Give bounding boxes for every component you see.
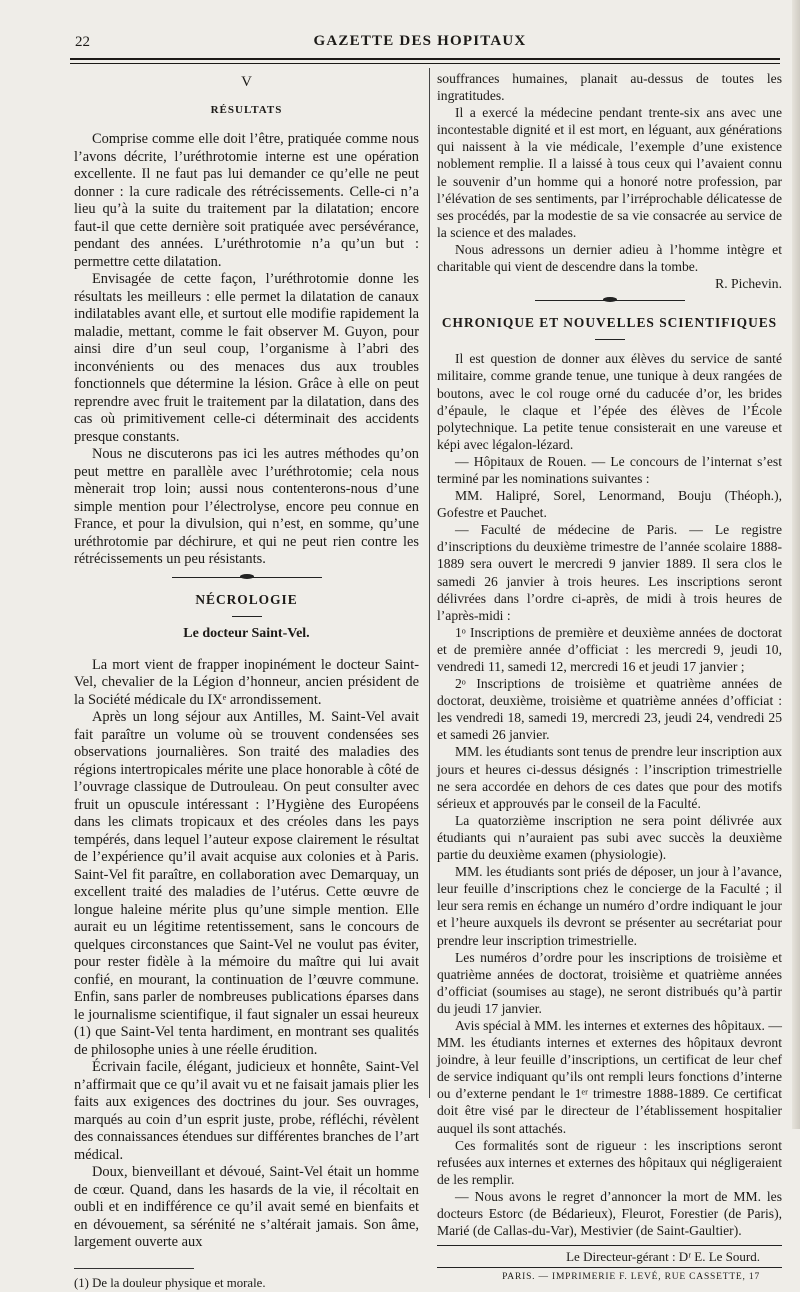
chronique-paragraph: MM. les étudiants sont priés de déposer, un jour à l’avance, leur feuille d’inscriptions chez le concierge de la Faculté ; il leur sera remis en échange un numéro d’ordre indiquant le jour et l’heure auxquels ils devront se présenter au secrétariat pour prendre leur inscription trimestrielle. (437, 863, 782, 948)
resultats-paragraph: Envisagée de cette façon, l’uréthrotomie donne les résultats les meilleurs : elle permet la dilatation de canaux indilatables avant elle, et surtout elle modifie rapidement la maladie, mettant, comme le fait observer M. Guyon, pour ainsi dire d’un seul coup, l’organisme à l’abri des inconvénients ou des menaces dus aux troubles fonctionnels que détermine la lésion. Grâce à elle on peut reprendre avec fruit le traitement par la dilatation, dans des cas où primitivement celle-ci déterminait des accidents presque constants. (74, 271, 419, 446)
necrologie-subtitle: Le docteur Saint-Vel. (74, 625, 419, 643)
necrologie-paragraph: La mort vient de frapper inopinément le docteur Saint-Vel, chevalier de la Légion d’honneur, ancien président de la Société médicale du IXᵉ arrondissement. (74, 657, 419, 710)
necrologie-title: NÉCROLOGIE (74, 591, 419, 609)
section-number: V (74, 74, 419, 92)
page-number: 22 (75, 34, 90, 51)
chronique-paragraph: — Nous avons le regret d’annoncer la mort de MM. les docteurs Estorc (de Bédarieux), Fleurot, Forestier (de Paris), Marié (de Callas-du-Var), Mestivier (de Saint-Gaultier). (437, 1188, 782, 1239)
chronique-paragraph: La quatorzième inscription ne sera point délivrée aux étudiants qui n’auraient pas subi avec succès la deuxième partie du deuxième examen (physiologie). (437, 812, 782, 863)
signature: R. Pichevin. (437, 275, 782, 292)
obituary-continuation: souffrances humaines, planait au-dessus de toutes les ingratitudes. (437, 70, 782, 104)
director-line: Le Directeur-gérant : Dʳ E. Le Sourd. (437, 1248, 782, 1265)
column-divider (429, 68, 430, 1098)
chronique-paragraph: — Hôpitaux de Rouen. — Le concours de l’internat s’est terminé par les nominations suivantes : (437, 453, 782, 487)
imprint-rule (437, 1267, 782, 1268)
page-edge (792, 0, 800, 1129)
header-rule-thin (70, 63, 780, 64)
necrologie-paragraph: Après un long séjour aux Antilles, M. Saint-Vel avait fait paraître un volume où se trouvent condensées ses observations journalières. Son traité des maladies des régions intertropicales mérite une place honorable à côté de l’ouvrage classique de Dutrouleau. On peut consulter avec fruit un opuscule intéressant : l’Hygiène des Européens dans les climats tropicaux et des créoles dans les pays tempérés, dans lequel l’auteur expose clairement le résultat de l’expérience qu’il avait acquise aux colonies et à Paris. Saint-Vel fit paraître, en collaboration avec Demarquay, un excellent traité des maladies de l’utérus. Cette œuvre de longue haleine mérite plus qu’une simple mention. Elle aurait eu un légitime retentissement, sans le concours de quelques circonstances que Saint-Vel ne voulut pas éviter, pour rester fidèle à la mémoire du maître qui lui avait confié, en mourant, la continuation de l’œuvre commune. Enfin, sans parler de nombreuses publications éparses dans le journalisme scientifique, il faut signaler un essai heureux (1) que Saint-Vel tenta hardiment, en montrant ses qualités de philosophe unies à une réelle érudition. (74, 709, 419, 1059)
chronique-paragraph: MM. les étudiants sont tenus de prendre leur inscription aux jours et heures ci-dessus désignés : l’inscription trimestrielle ne sera accordée en dehors de ces dates que pour des motifs sérieux et approuvés par le conseil de la Faculté. (437, 743, 782, 811)
chronique-paragraph: Les numéros d’ordre pour les inscriptions de troisième et quatrième années de doctorat, troisième et quatrième années d’officiat (soumises au stage), ne seront distribués qu’à partir du jeudi 17 janvier. (437, 949, 782, 1017)
necrologie-paragraph: Doux, bienveillant et dévoué, Saint-Vel était un homme de cœur. Quand, dans les hasards de la vie, il récoltait en oubli et en indifférence ce qu’il avait semé en bienfaits et en dévouement, sa sérénité ne s’altérait jamais. Son âme, largement ouverte aux (74, 1164, 419, 1252)
header-rule (70, 58, 780, 60)
chronique-paragraph: Avis spécial à MM. les internes et externes des hôpitaux. — MM. les étudiants internes et externes des hôpitaux devront joindre, à leur feuille d’inscriptions, un certificat de leur chef de service indiquant qu’ils ont rempli leurs fonctions d’interne ou d’externe pendant le 1ᵉʳ trimestre 1888-1889. Ce certificat doit être visé par le directeur de l’établissement hospitalier auquel ils sont attachés. (437, 1017, 782, 1137)
chronique-paragraph: Ces formalités sont de rigueur : les inscriptions seront refusées aux internes et externes des hôpitaux qui négligeraient de les remplir. (437, 1137, 782, 1188)
chronique-paragraph: Il est question de donner aux élèves du service de santé militaire, comme grande tenue, une tunique à deux rangées de boutons, avec le col rouge orné du caducée d’or, les brides d’épaule, le claque et l’épée des élèves de l’École polytechnique. La petite tenue consisterait en une vareuse et képi avec légalon-lézard. (437, 350, 782, 453)
chronique-paragraph: 1ᵒ Inscriptions de première et deuxième années de doctorat et de première année d’officiat : les mercredi 9, jeudi 10, vendredi 11, samedi 12, mercredi 16 et jeudi 17 janvier ; (437, 624, 782, 675)
printer-line: PARIS. — IMPRIMERIE F. LEVÉ, RUE CASSETTE, 17 (437, 1269, 782, 1286)
resultats-paragraph: Comprise comme elle doit l’être, pratiquée comme nous l’avons décrite, l’uréthrotomie interne est une opération excellente. Il ne faut pas lui demander ce qu’elle ne peut donner : la cure radicale des rétrécissements. Celle-ci n’a lieu qu’à la suite du traitement par la dilatation; encore faut-il que cette dernière soit pratiquée avec persévérance, pendant des années. L’uréthrotomie n’a qu’un but : permettre cette dilatation. (74, 131, 419, 271)
footnote-rule (74, 1268, 194, 1269)
running-title: GAZETTE DES HOPITAUX (0, 33, 800, 50)
section-ornament (172, 577, 322, 581)
left-column (74, 70, 419, 1292)
chronique-title: CHRONIQUE ET NOUVELLES SCIENTIFIQUES (437, 314, 782, 331)
section-title-resultats: RÉSULTATS (74, 102, 419, 120)
section-ornament (535, 300, 685, 304)
chronique-paragraph: 2ᵒ Inscriptions de troisième et quatrième années de doctorat, deuxième, troisième et quatrième années d’officiat : les vendredi 18, samedi 19, mercredi 23, jeudi 24, vendredi 25 et samedi 26 janvier. (437, 675, 782, 743)
right-column (437, 70, 782, 1286)
chronique-paragraph: MM. Halipré, Sorel, Lenormand, Bouju (Théoph.), Gofestre et Pauchet. (437, 487, 782, 521)
obituary-continuation: Nous adressons un dernier adieu à l’homme intègre et charitable qui vient de descendre dans la tombe. (437, 241, 782, 275)
chronique-paragraph: — Faculté de médecine de Paris. — Le registre d’inscriptions du deuxième trimestre de l’année scolaire 1888-1889 sera ouvert le mercredi 9 janvier 1889. Il sera clos le samedi 26 janvier à trois heures. Les inscriptions seront délivrées dans l’ordre ci-après, de midi à trois heures de l’après-midi : (437, 521, 782, 624)
necrologie-paragraph: Écrivain facile, élégant, judicieux et honnête, Saint-Vel n’affirmait que ce qu’il avait vu et ne faisait jamais plier les faits aux exigences des doctrines du jour. Ses ouvrages, marqués au coin d’un esprit juste, probe, réfléchi, révèlent des connaissances étendues sur différentes branches de l’art médical. (74, 1059, 419, 1164)
imprint-block (437, 1245, 782, 1286)
resultats-paragraph: Nous ne discuterons pas ici les autres méthodes qu’on peut mettre en parallèle avec l’uréthrotomie; cela nous mènerait trop loin; aussi nous contenterons-nous d’une simple mention pour l’électrolyse, encore peu connue en France, et pour la divulsion, qui n’est, en somme, qu’une uréthrotomie par déchirure, et qui ne peut rien contre les rétrécissements un peu résistants. (74, 446, 419, 569)
short-rule (232, 616, 262, 617)
footnote: (1) De la douleur physique et morale. (74, 1275, 419, 1292)
obituary-continuation: Il a exercé la médecine pendant trente-six ans avec une incontestable dignité et il est mort, en léguant, aux générations qui naissent à la vie médicale, l’exemple d’une existence noblement remplie. Il a laissé à tous ceux qui l’avaient connu le souvenir d’un homme qui a honoré notre profession, par l’élévation de ses sentiments, par l’irréprochable délicatesse de ses procédés, par la modestie de sa vie consacrée au service de la science et des malades. (437, 104, 782, 241)
